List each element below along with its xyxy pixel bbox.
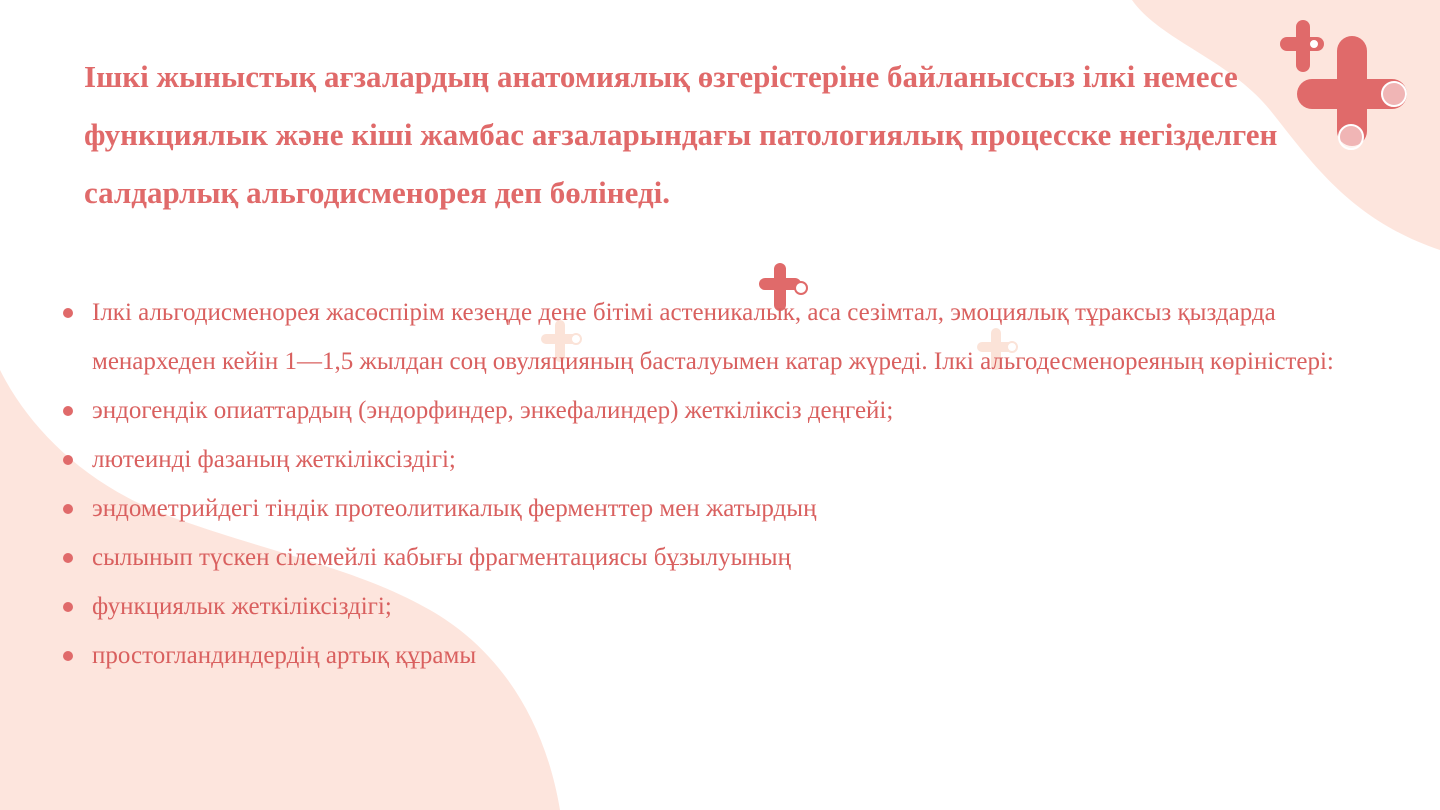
list-item (60, 582, 1400, 631)
list-item-text: простогландиндердің артық құрамы (92, 642, 477, 669)
bullet-dot-icon (63, 455, 73, 465)
list-item-text: Ілкі альгодисменорея жасөспірім кезеңде дене бітімі астеникалык, аса сезімтал, эмоциялық тұраксыз қыздарда менархеден кейін 1—1,5 жылдан соң овуляцияның басталуымен катар жүреді. Ілкі альгодесменореяның көріністері: (92, 299, 1334, 375)
bullet-dot-icon (63, 406, 73, 416)
list-item (60, 435, 1400, 484)
list-item-text: сылынып түскен сілемейлі кабығы фрагментациясы бұзылуының (92, 544, 791, 571)
list-item (60, 386, 1400, 435)
list-item-text: эндометрийдегі тіндік протеолитикалық ферменттер мен жатырдың (92, 495, 817, 522)
list-item (60, 533, 1400, 582)
bullet-dot-icon (63, 651, 73, 661)
bullet-dot-icon (63, 602, 73, 612)
list-item-text: эндогендік опиаттардың (эндорфиндер, энкефалиндер) жеткіліксіз деңгейі; (92, 397, 894, 424)
bullet-dot-icon (63, 308, 73, 318)
list-item (60, 288, 1400, 386)
bullet-list (60, 288, 1400, 680)
bullet-dot-icon (63, 553, 73, 563)
list-item-text: функциялык жеткіліксіздігі; (92, 593, 392, 620)
bullet-dot-icon (63, 504, 73, 514)
list-item-text: лютеинді фазаның жеткіліксіздігі; (92, 446, 456, 473)
list-item (60, 631, 1400, 680)
list-item (60, 484, 1400, 533)
slide-title: Ішкі жыныстық ағзалардың анатомиялық өзгерістеріне байланыссыз ілкі немесе функциялык және кіші жамбас ағзаларындағы патологиялық процесске негізделген салдарлық альгодисменорея деп бөлінеді. (84, 59, 1278, 210)
